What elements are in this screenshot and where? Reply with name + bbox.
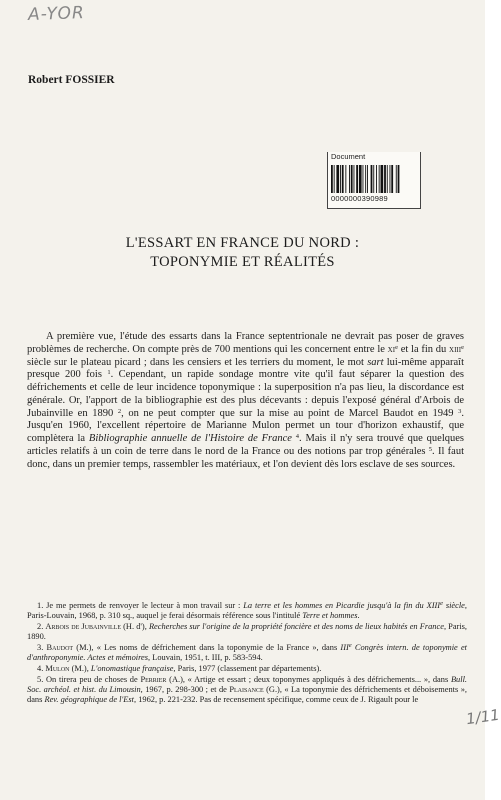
barcode-bar <box>356 165 358 193</box>
barcode-bar <box>391 165 393 193</box>
text-run: lui-même apparaît presque 200 fois <box>27 356 464 381</box>
italic-run: sart <box>367 356 384 368</box>
text-run: . Mais il n'y sera trouvé que quelques articles relatifs à un coin de terre dans le nord de la France ou des notions par trop générales <box>27 433 464 457</box>
text-run: (M.), <box>69 663 91 673</box>
footnote-3 <box>27 643 467 663</box>
text-run: . Jusqu'en 1960, l'excellent répertoire de Marianne Mulon permet un tour d'horizon exhaustif, que complètera la <box>27 407 464 444</box>
text-run: , Louvain, 1951, t. III, p. 583-594. <box>148 653 263 663</box>
barcode-bar <box>345 165 346 193</box>
italic-run: Congrès intern. de toponymie et d'anthroponymie. Actes et mémoires <box>27 642 467 663</box>
italic-run: III <box>340 642 349 652</box>
superscript: e <box>348 641 352 649</box>
text-run: 1. Je me permets de renvoyer le lecteur à mon travail sur : <box>37 601 244 610</box>
italic-run: Rev. géographique de l'Est <box>44 695 135 705</box>
italic-run: Bull. Soc. archéol. et hist. du Limousin <box>27 674 467 694</box>
italic-run: Terre et hommes <box>302 611 358 621</box>
smallcaps-run: Arbois de Jubainville <box>45 621 121 631</box>
text-run: , Paris, 1890. <box>27 621 468 642</box>
smallcaps-run: Perrier <box>140 674 167 684</box>
text-run: , Paris-Louvain, 1968, p. 310 sq., auquel je ferai désormais référence sous l'intitulé <box>27 601 467 621</box>
text-run: (H. d'), <box>121 621 149 631</box>
barcode-bar <box>379 165 380 193</box>
barcode-icon <box>331 165 417 193</box>
text-run: 4. <box>37 663 46 673</box>
body-text <box>27 331 464 471</box>
text-run: (M.), « Les noms de défrichement dans la toponymie de la France », dans <box>73 642 341 652</box>
barcode-bar <box>359 165 362 193</box>
italic-run: siècle <box>442 601 465 610</box>
barcode-bar <box>365 165 366 193</box>
text-run: , on ne peut compter que sur la mise au point de Marcel Baudot en 1949 <box>121 407 459 419</box>
text-run: et la fin du <box>397 343 450 355</box>
superscript: e <box>461 343 464 351</box>
text-run: (G.), « La toponymie des défrichements et déboisements », dans <box>27 684 467 705</box>
text-run: A première vue, l'étude des essarts dans la France septentrionale ne devrait pas poser de graves problèmes de recherche. On compte près de 700 mentions qui les concernent entre le <box>27 331 464 355</box>
barcode-bar <box>334 165 335 193</box>
text-run: , 1962, p. 221-232. Pas de recensement spécifique, comme ceux de J. Rigault pour le <box>134 695 419 705</box>
barcode-bar <box>336 165 339 193</box>
superscript: 5 <box>428 445 433 453</box>
text-run: 5. On tirera peu de choses de <box>37 674 141 684</box>
barcode-label-box <box>327 152 421 209</box>
barcode-bar <box>363 165 364 193</box>
text-run: . <box>357 611 360 621</box>
footnote-2 <box>27 622 467 642</box>
smallcaps-run: Plaisance <box>229 684 264 694</box>
barcode-bar <box>349 165 350 193</box>
barcode-bar <box>398 165 400 193</box>
superscript: 4 <box>295 433 300 440</box>
footnotes <box>27 601 467 706</box>
barcode-bar <box>381 165 384 193</box>
italic-run: La terre et les hommes en Picardie jusqu'à la fin du XIII <box>243 601 441 610</box>
superscript: 3 <box>458 407 462 415</box>
barcode-bar <box>396 165 397 193</box>
italic-run: Recherches sur l'origine de la propriété foncière et des noms de lieux habités en France <box>148 621 444 631</box>
footnote-5 <box>27 675 467 705</box>
margin-handwritten-marks: 1/11 <box>464 705 501 729</box>
superscript: e <box>395 343 398 351</box>
barcode-bar <box>340 165 341 193</box>
barcode-bar <box>373 165 374 193</box>
smallcaps-run: Baudot <box>46 642 74 652</box>
text-run: , 1967, p. 298-300 ; et de <box>140 684 230 694</box>
article-title <box>40 234 445 272</box>
body-paragraph <box>27 331 464 471</box>
barcode-bar <box>376 165 377 193</box>
barcode-bar <box>390 165 391 193</box>
text-run: siècle sur le plateau picard ; dans les censiers et les terriers du moment, le mot <box>27 356 368 368</box>
italic-run: Bibliographie annuelle de l'Histoire de France <box>88 433 292 444</box>
barcode-bar <box>384 165 386 193</box>
text-run: 3. <box>37 642 47 652</box>
barcode-bar <box>367 165 368 193</box>
superscript: 1 <box>107 369 111 377</box>
superscript: 2 <box>117 407 122 415</box>
title-line-2: TOPONYMIE ET RÉALITÉS <box>150 254 335 270</box>
title-line-1: L'ESSART EN FRANCE DU NORD : <box>125 235 360 251</box>
barcode-title: Document <box>331 152 366 161</box>
barcode-bar <box>371 165 373 193</box>
smallcaps-run: Mulon <box>45 663 70 673</box>
smallcaps-run: xiii <box>449 343 462 355</box>
superscript: e <box>440 600 443 607</box>
text-run: . Cependant, un rapide sondage montre vite qu'il faut séparer la question des défrichements et celle de leur incidence toponymique : la superposition n'a pas lieu, la discordance est générale. Or, l'apport de la bibliographie est des plus décevants : depuis l'exposé général d'Arbois de Jubainville en 1890 <box>27 369 465 419</box>
barcode-bar <box>351 165 353 193</box>
barcode-number: 0000000390989 <box>331 194 388 203</box>
text-run: , Paris, 1977 (classement par départements). <box>173 663 322 673</box>
barcode-bar <box>342 165 344 193</box>
barcode-bar <box>331 165 333 193</box>
text-run: . Il faut donc, dans un premier temps, rassembler les matériaux, et l'on devient dès lors esclave de ses sources. <box>27 445 464 470</box>
italic-run: L'onomastique française <box>90 663 174 673</box>
handwritten-note: A-YOR <box>27 3 86 25</box>
smallcaps-run: xi <box>387 343 396 355</box>
author-name: Robert FOSSIER <box>28 74 115 86</box>
footnote-4 <box>27 664 467 674</box>
barcode-bar <box>354 165 355 193</box>
text-run: (A.), « Artige et essart ; deux toponymes appliqués à des défrichements... », dans <box>166 674 451 684</box>
footnote-1 <box>27 601 467 621</box>
barcode-bar <box>387 165 388 193</box>
text-run: 2. <box>37 621 46 631</box>
